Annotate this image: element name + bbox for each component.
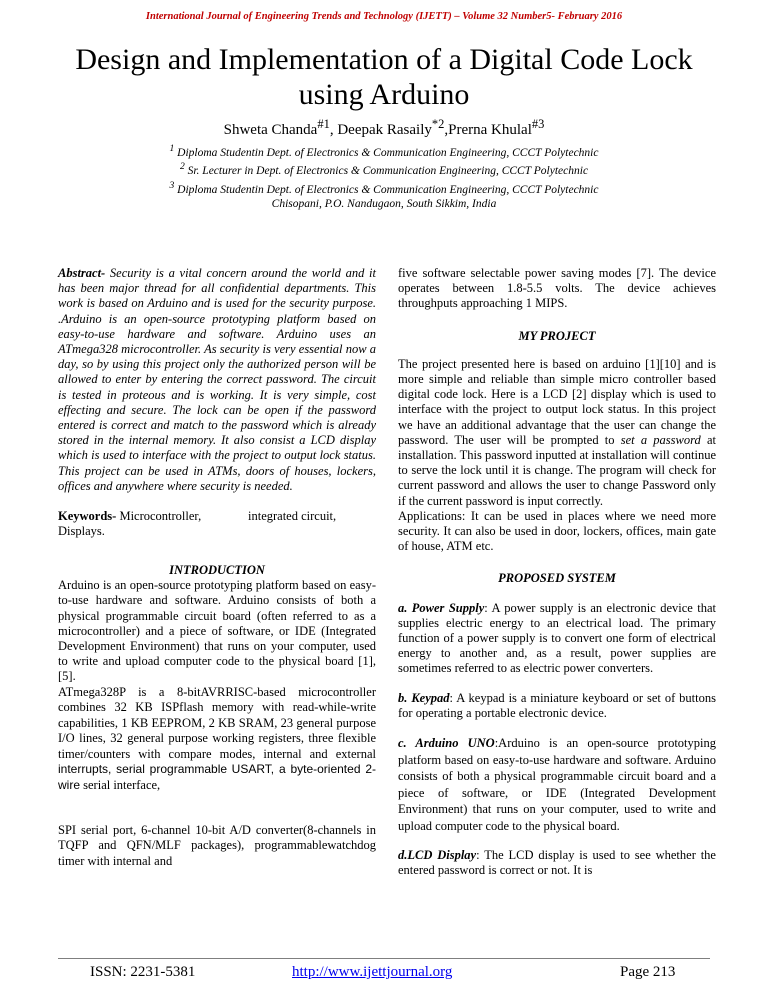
intro-paragraph: Arduino is an open-source prototyping platform based on easy-to-use hardware and software. Arduino consists of both a physical programmable circuit board (often referred to as a microcontroller) and a piece of software, or IDE (Integrated Development Environment) that runs on your computer, used to write and upload computer code to the physical board [1],[5]. [58, 578, 376, 684]
affiliation-line: $^1$ Diploma Studentin Dept. of Electronics & Communication Engineering, CCCT Polytechnic [169, 143, 599, 159]
journal-header: International Journal of Engineering Trends and Technology (IJETT) – Volume 32 Number5- February 2016 [145, 11, 623, 22]
affiliations [0, 142, 768, 211]
author-mark: #1 [317, 117, 330, 131]
author-mark: #3 [531, 117, 545, 131]
section-heading-my-project: MY PROJECT [518, 328, 596, 343]
paper-title: Design and Implementation of a Digital Code Lock using Arduino [75, 43, 693, 111]
section-heading-proposed-system: PROPOSED SYSTEM [498, 571, 616, 586]
footer-divider [58, 958, 710, 959]
affiliation-line: $^3$ Diploma Studentin Dept. of Electronics & Communication Engineering, CCCT Polytechnic [169, 179, 599, 196]
abstract: Abstract- Security is a vital concern around the world and it has been major thread for all confidential departments. This work is based on Arduino and is used for the security purpose. .Arduino is an open-source prototyping platform based on easy-to-use hardware and software. Arduino uses an ATmega328 microcontroller. As security is very essential now a day, so by using this project only the authorized person will be allowed to enter by entering the correct password. The circuit is tested in proteous and is working. It is very simple, cost effecting and secure. The lock can be open if the password entered is correct and match to the password which is already stored in the internal memory. It also consist a LCD display which is used to interface with the project to output lock status. This project can be used in ATMs, doors of houses, lockers, offices and anywhere where security is needed. [58, 266, 376, 493]
applications-paragraph: Applications: It can be used in places where we need more security. It can also be used in door, lockers, offices, main gate of house, ATM etc. [398, 508, 716, 554]
page-number: Page 213 [620, 964, 676, 980]
left-column [58, 266, 376, 869]
arduino-uno-paragraph: c. Arduino UNO:Arduino is an open-source prototyping platform based on easy-to-use hardware and software. Arduino consists of both a physical programmable circuit board and a piece of software, or IDE (Integrated Development Environment) that runs on your computer, used to write and upload computer code to the physical board. [398, 736, 716, 833]
keywords: Keywords- Microcontroller, integrated circuit, Displays. [58, 509, 337, 539]
footer-issn: ISSN: 2231-5381 [90, 964, 196, 980]
lcd-display-paragraph: d.LCD Display: The LCD display is used to see whether the entered password is correct or not. It is [398, 848, 716, 878]
author-name: Prerna Khulal [448, 122, 532, 138]
keypad-paragraph: b. Keypad: A keypad is a miniature keyboard or set of buttons for operating a portable electronic device. [398, 690, 716, 720]
author-list: Shweta Chanda$^{\#1}$, Deepak Rasaily$^{*2}$,Prerna Khulal$^{\#3}$ [223, 117, 545, 138]
my-project-paragraph: The project presented here is based on arduino [1][10] and is more simple and reliable than simple micro controller based digital code lock. Here is a LCD [2] display which is used to interface with the project to output lock status. In this project we have an additional advantage that the user can change the password. The user will be prompted to set a password at installation. This password inputted at installation will continue to serve the lock until it is change. The program will check for current password and allows the user to change Password only if the current password is input correctly. [398, 356, 716, 508]
section-heading-introduction: INTRODUCTION [169, 563, 265, 578]
keywords-label: Keywords- [58, 509, 117, 524]
power-supply-paragraph: a. Power Supply: A power supply is an electronic device that supplies electric energy to an electrical load. The primary function of a power supply is to convert one form of electrical energy to another and, as a result, power supplies are sometimes referred to as electric power converters. [398, 600, 717, 676]
abstract-label: Abstract- [58, 266, 106, 280]
author-mark: *2 [431, 117, 445, 131]
continuation-paragraph: five software selectable power saving modes [7]. The device operates between 1.8-5.5 volts. The device achieves throughputs approaching 1 MIPS. [398, 266, 716, 311]
right-column [398, 266, 716, 878]
intro-paragraph: SPI serial port, 6-channel 10-bit A/D converter(8-channels in TQFP and QFN/MLF packages), programmablewatchdog timer with internal and [58, 823, 376, 868]
journal-link[interactable]: http://www.ijettjournal.org [292, 964, 453, 980]
intro-paragraph: ATmega328P is a 8-bitAVRRISC-based microcontroller combines 32 KB ISPflash memory with read-while-write capabilities, 1 KB EEPROM, 2 KB SRAM, 23 general purpose I/O lines, 32 general purpose working registers, three flexible timer/counters with compare modes, internal and external interrupts, serial programmable USART, a byte-oriented 2-wire serial interface, [58, 684, 376, 792]
affiliation-line: $^2$ Sr. Lecturer in Dept. of Electronics & Communication Engineering, CCCT Polytechnic [179, 161, 589, 178]
affiliation-line: Chisopani, P.O. Nandugaon, South Sikkim, India [271, 197, 497, 210]
author-name: Shweta Chanda [223, 122, 318, 138]
author-name: Deepak Rasaily [337, 122, 432, 138]
